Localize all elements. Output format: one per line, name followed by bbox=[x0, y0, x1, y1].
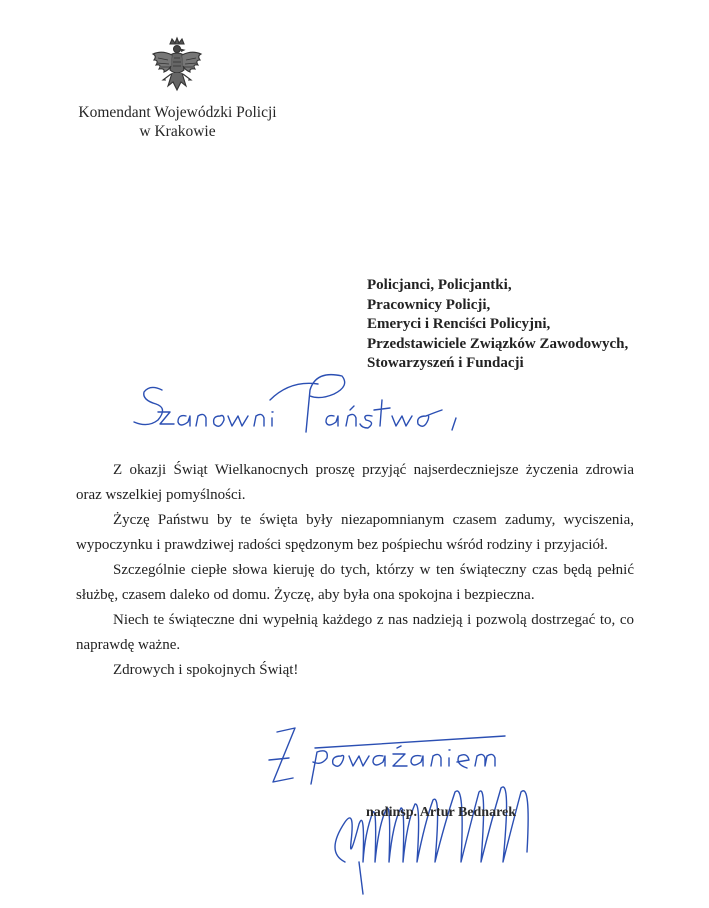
issuer-title: Komendant Wojewódzki Policji bbox=[78, 104, 277, 121]
addressee-line: Emeryci i Renciści Policyjni, bbox=[367, 316, 551, 332]
body-paragraph: Niech te świąteczne dni wypełnią każdego z nas nadzieją i pozwolą dostrzegać to, co naprawdę ważne. bbox=[76, 612, 634, 653]
letter-body bbox=[76, 458, 634, 683]
addressee-block bbox=[367, 276, 667, 374]
addressee-line: Przedstawiciele Związków Zawodowych, bbox=[367, 335, 629, 352]
body-paragraph: Życzę Państwu by te święta były niezapomnianym czasem zadumy, wyciszenia, wypoczynku i prawdziwej radości spędzonym bez pośpiechu wśród rodziny i przyjaciół. bbox=[76, 512, 634, 553]
addressee-line: Stowarzyszeń i Fundacji bbox=[367, 355, 524, 371]
body-paragraph: Szczególnie ciepłe słowa kieruję do tych, którzy w ten świąteczny czas będą pełnić służbę, czasem daleko od domu. Życzę, aby była ona spokojna i bezpieczna. bbox=[76, 562, 634, 603]
handwritten-salutation bbox=[120, 360, 490, 450]
body-paragraph: Z okazji Świąt Wielkanocnych proszę przyjąć najserdeczniejsze życzenia zdrowia oraz wszelkiej pomyślności. bbox=[76, 462, 634, 503]
addressee-line: Policjanci, Policjantki, bbox=[367, 277, 512, 293]
addressee-line: Pracownicy Policji, bbox=[367, 296, 491, 313]
issuer-location: w Krakowie bbox=[139, 123, 216, 140]
signatory-name: nadinsp. Artur Bednarek bbox=[366, 805, 517, 820]
polish-eagle-emblem bbox=[148, 36, 206, 102]
issuer-block bbox=[60, 103, 295, 141]
closing-wish: Zdrowych i spokojnych Świąt! bbox=[113, 662, 299, 678]
